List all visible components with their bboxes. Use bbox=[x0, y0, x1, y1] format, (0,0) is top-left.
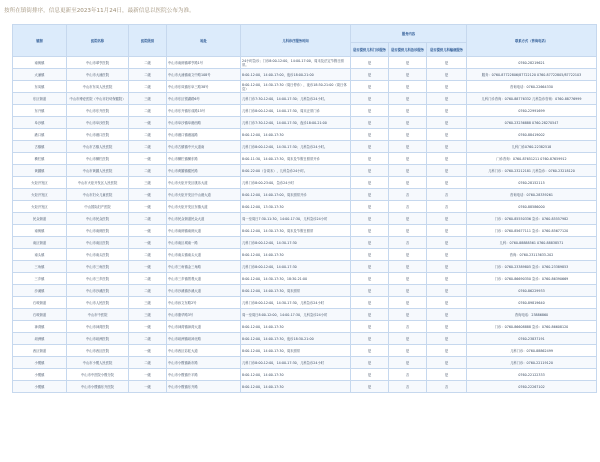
header-emergency: 是否提供儿科急诊服务 bbox=[389, 43, 427, 57]
cell-hours: 8:00-12:00，14:30-17:30，周末及节假日照常 bbox=[241, 225, 351, 237]
cell-emergency: 是 bbox=[389, 93, 427, 105]
cell-infusion: 是 bbox=[427, 81, 467, 93]
cell-outpatient: 是 bbox=[351, 57, 389, 69]
cell-level: 一级 bbox=[129, 261, 167, 273]
cell-level: 三级 bbox=[129, 309, 167, 321]
cell-town: 小榄镇 bbox=[13, 381, 67, 393]
cell-hospital: 中山市中医院小榄分院 bbox=[67, 369, 129, 381]
cell-outpatient: 是 bbox=[351, 189, 389, 201]
cell-level: 一级 bbox=[129, 189, 167, 201]
cell-hours: 儿科门诊8:00-23:00，急诊24小时 bbox=[241, 177, 351, 189]
cell-hours: 8:00-12:00，14:00-17:30，周末照常 bbox=[241, 285, 351, 297]
cell-contact: 0760-89819640 bbox=[467, 297, 597, 309]
cell-town: 古镇镇 bbox=[13, 141, 67, 153]
cell-infusion: 是 bbox=[427, 177, 467, 189]
cell-infusion: 是 bbox=[427, 225, 467, 237]
cell-level: 二级 bbox=[129, 129, 167, 141]
cell-town: 火炬开发区 bbox=[13, 177, 67, 189]
cell-contact: 0760-23236888 0760-28270547 bbox=[467, 117, 597, 129]
cell-emergency: 是 bbox=[389, 249, 427, 261]
cell-level: 一级 bbox=[129, 369, 167, 381]
cell-town: 西区街道 bbox=[13, 345, 67, 357]
table-row bbox=[13, 285, 597, 297]
cell-level: 一级 bbox=[129, 117, 167, 129]
cell-emergency: 否 bbox=[389, 381, 427, 393]
table-row bbox=[13, 249, 597, 261]
cell-level: 一级 bbox=[129, 237, 167, 249]
cell-emergency: 否 bbox=[389, 369, 427, 381]
cell-address: 中山市孙文东路2号 bbox=[167, 297, 241, 309]
cell-contact: 儿科门诊：0760-22119120 bbox=[467, 357, 597, 369]
cell-hours: 儿科门诊7:30-12:00，14:00-17:30，夜诊18:00-21:00 bbox=[241, 117, 351, 129]
cell-contact: 0760-22267102 bbox=[467, 381, 597, 393]
cell-hours: 儿科门诊8:00-12:00，14:00-17:30，儿科急诊24小时 bbox=[241, 357, 351, 369]
table-row bbox=[13, 237, 597, 249]
table-row bbox=[13, 333, 597, 345]
cell-hospital: 中山市坦洲医院 bbox=[67, 333, 129, 345]
cell-hours: 8:00-22:00（含周末），儿科急诊24小时。 bbox=[241, 165, 351, 177]
cell-contact: 儿科门诊0760-22382518 bbox=[467, 141, 597, 153]
cell-hospital: 中山市大涌医院 bbox=[67, 69, 129, 81]
cell-hospital: 中山市小榄人民医院 bbox=[67, 357, 129, 369]
table-row bbox=[13, 81, 597, 93]
cell-address: 中山市港口镇港福路 bbox=[167, 129, 241, 141]
header-contact: 联系方式（咨询电话） bbox=[467, 25, 597, 57]
cell-outpatient: 是 bbox=[351, 225, 389, 237]
cell-hospital: 中山市港口医院 bbox=[67, 129, 129, 141]
cell-hours: 8:00-12:00，14:00-17:30 bbox=[241, 369, 351, 381]
cell-town: 小榄镇 bbox=[13, 357, 67, 369]
cell-infusion: 是 bbox=[427, 69, 467, 81]
cell-outpatient: 是 bbox=[351, 381, 389, 393]
cell-outpatient: 是 bbox=[351, 357, 389, 369]
cell-address: 中山市神湾镇神湾大道 bbox=[167, 321, 241, 333]
cell-outpatient: 是 bbox=[351, 177, 389, 189]
cell-contact: 门诊：0760-86608888 急诊：0760-86608120 bbox=[467, 321, 597, 333]
cell-outpatient: 是 bbox=[351, 153, 389, 165]
cell-outpatient: 是 bbox=[351, 273, 389, 285]
cell-emergency: 是 bbox=[389, 129, 427, 141]
cell-emergency: 是 bbox=[389, 285, 427, 297]
cell-infusion: 是 bbox=[427, 213, 467, 225]
cell-emergency: 是 bbox=[389, 57, 427, 69]
cell-hospital: 中山市东凤人民医院 bbox=[67, 81, 129, 93]
cell-hospital: 中山市民众医院 bbox=[67, 213, 129, 225]
cell-address: 中山市三角镇金三角路 bbox=[167, 261, 241, 273]
cell-outpatient: 是 bbox=[351, 129, 389, 141]
cell-town: 石岐街道 bbox=[13, 297, 67, 309]
cell-emergency: 是 bbox=[389, 165, 427, 177]
cell-hours: 8:00-12:00，14:00-17:30，夜诊18:30-21:00 bbox=[241, 333, 351, 345]
cell-address: 中山市大涌镇南文中路108号 bbox=[167, 69, 241, 81]
cell-contact: 0760-22122333 bbox=[467, 369, 597, 381]
table-row bbox=[13, 177, 597, 189]
cell-emergency: 是 bbox=[389, 297, 427, 309]
cell-outpatient: 是 bbox=[351, 201, 389, 213]
cell-emergency: 否 bbox=[389, 237, 427, 249]
cell-address: 中山市阜沙镇阜港西路 bbox=[167, 117, 241, 129]
cell-emergency: 是 bbox=[389, 69, 427, 81]
cell-emergency: 否 bbox=[389, 189, 427, 201]
cell-contact: 儿科门诊咨询：0760-88776332 儿科急诊咨询：0760-88776999 bbox=[467, 93, 597, 105]
table-row bbox=[13, 141, 597, 153]
cell-level: 二级 bbox=[129, 165, 167, 177]
cell-address: 中山市东升镇东成路15号 bbox=[167, 105, 241, 117]
cell-hours: 8:00-12:00，13:30-17:30 bbox=[241, 201, 351, 213]
cell-outpatient: 是 bbox=[351, 369, 389, 381]
cell-emergency: 是 bbox=[389, 225, 427, 237]
cell-hours: 8:00-11:30，14:00-17:30，周末及节假日照常开诊 bbox=[241, 153, 351, 165]
cell-outpatient: 是 bbox=[351, 69, 389, 81]
cell-level: 二级 bbox=[129, 81, 167, 93]
cell-hospital: 中山市人民医院 bbox=[67, 297, 129, 309]
cell-level: 一级 bbox=[129, 381, 167, 393]
cell-emergency: 是 bbox=[389, 117, 427, 129]
cell-address: 中山市坦洲镇坦神北路 bbox=[167, 333, 241, 345]
cell-hospital: 中山市三乡医院 bbox=[67, 273, 129, 285]
cell-hospital: 中山市南朗医院 bbox=[67, 225, 129, 237]
cell-contact: 0760-88586000 bbox=[467, 201, 597, 213]
cell-contact: 0760-28219621 bbox=[467, 57, 597, 69]
cell-contact: 0760-23837191 bbox=[467, 333, 597, 345]
table-row bbox=[13, 117, 597, 129]
table-row bbox=[13, 153, 597, 165]
cell-infusion: 是 bbox=[427, 165, 467, 177]
cell-level: 三级 bbox=[129, 93, 167, 105]
cell-address: 中山市东区银湖路6号 bbox=[167, 93, 241, 105]
header-service-group: 服务内容 bbox=[351, 25, 467, 43]
cell-contact: 门诊：0760-86690350 急诊：0760-86390669 bbox=[467, 273, 597, 285]
cell-address: 中山市小榄镇新市路 bbox=[167, 357, 241, 369]
cell-hospital: 中山市南头医院 bbox=[67, 249, 129, 261]
cell-contact: 儿科门诊：0760-23212181 儿科急诊：0760-23218120 bbox=[467, 165, 597, 177]
cell-town: 横栏镇 bbox=[13, 153, 67, 165]
cell-hospital: 中山市妇女儿童医院 bbox=[67, 189, 129, 201]
cell-contact: 咨询电话：23886860 bbox=[467, 309, 597, 321]
cell-outpatient: 是 bbox=[351, 105, 389, 117]
cell-address: 中山市西区彩虹大道 bbox=[167, 345, 241, 357]
cell-town: 黄圃镇 bbox=[13, 165, 67, 177]
cell-outpatient: 是 bbox=[351, 309, 389, 321]
cell-address: 中山市火炬开发区中山港大道 bbox=[167, 189, 241, 201]
cell-contact: 咨询：0760-23113633-202 bbox=[467, 249, 597, 261]
cell-contact: 儿科门诊：0760-88862499 bbox=[467, 345, 597, 357]
cell-address: 中山市火炬开发区康乐大道 bbox=[167, 177, 241, 189]
cell-hours: 8:00-12:00，14:00-17:30 bbox=[241, 321, 351, 333]
header-hours: 儿科诊疗服务时间 bbox=[241, 25, 351, 57]
cell-hours: 周一至周日7:30-11:30，14:00-17:30，儿科急诊24小时 bbox=[241, 213, 351, 225]
table-row bbox=[13, 165, 597, 177]
cell-emergency: 是 bbox=[389, 333, 427, 345]
cell-town: 南朗镇 bbox=[13, 225, 67, 237]
cell-level: 三级 bbox=[129, 297, 167, 309]
cell-address: 中山市南朗镇南朗大道 bbox=[167, 225, 241, 237]
cell-hospital: 中山市西区医院 bbox=[67, 345, 129, 357]
cell-level: 一级 bbox=[129, 321, 167, 333]
cell-hours: 儿科门诊8:00-12:00，14:30-17:30；儿科急诊24小时。 bbox=[241, 141, 351, 153]
cell-address: 中山市南区城南一路 bbox=[167, 237, 241, 249]
header-hospital: 医院名称 bbox=[67, 25, 129, 57]
cell-level: 二级 bbox=[129, 357, 167, 369]
cell-town: 火炬开发区 bbox=[13, 189, 67, 201]
cell-contact: 0760-86229933 bbox=[467, 285, 597, 297]
cell-hospital: 中山市火炬开发区人民医院 bbox=[67, 177, 129, 189]
cell-contact: 咨询电话：0760-22664330 bbox=[467, 81, 597, 93]
cell-town: 东凤镇 bbox=[13, 81, 67, 93]
cell-level: 三级 bbox=[129, 177, 167, 189]
hospital-table bbox=[12, 24, 597, 393]
cell-level: 二级 bbox=[129, 105, 167, 117]
cell-outpatient: 是 bbox=[351, 249, 389, 261]
table-row bbox=[13, 69, 597, 81]
cell-emergency: 是 bbox=[389, 309, 427, 321]
cell-level: 一级 bbox=[129, 201, 167, 213]
cell-infusion: 是 bbox=[427, 105, 467, 117]
cell-emergency: 是 bbox=[389, 357, 427, 369]
cell-address: 中山市沙溪镇沙溪大道 bbox=[167, 285, 241, 297]
cell-town: 阜沙镇 bbox=[13, 117, 67, 129]
cell-hospital: 中山市小榄镇东升医院 bbox=[67, 381, 129, 393]
cell-hospital: 中山市东升医院 bbox=[67, 105, 129, 117]
cell-hours: 8:00-12:00，14:00-17:30 bbox=[241, 129, 351, 141]
cell-hospital: 中山市横栏医院 bbox=[67, 153, 129, 165]
cell-address: 中山市横栏镇横东路 bbox=[167, 153, 241, 165]
cell-outpatient: 是 bbox=[351, 81, 389, 93]
notice-text: 按所在镇街排序，信息更新至2023年11月24日，最新信息以医院公布为准。 bbox=[4, 8, 195, 14]
cell-infusion: 是 bbox=[427, 333, 467, 345]
cell-address: 中山市康华路3号 bbox=[167, 309, 241, 321]
cell-hours: 8:00-12:00，14:00-17:00，夜诊18:00-21:00 bbox=[241, 69, 351, 81]
cell-infusion: 是 bbox=[427, 129, 467, 141]
cell-emergency: 是 bbox=[389, 213, 427, 225]
cell-hours: 8:00-12:00，14:30-17:30，18:30-21:00 bbox=[241, 273, 351, 285]
cell-infusion: 是 bbox=[427, 153, 467, 165]
cell-infusion: 是 bbox=[427, 93, 467, 105]
cell-outpatient: 是 bbox=[351, 321, 389, 333]
cell-emergency: 是 bbox=[389, 105, 427, 117]
cell-infusion: 是 bbox=[427, 249, 467, 261]
cell-contact: 服务：0760-87722806/87722120 0760-87722805/87722103 bbox=[467, 69, 597, 81]
cell-infusion: 是 bbox=[427, 57, 467, 69]
cell-infusion: 是 bbox=[427, 345, 467, 357]
cell-infusion: 是 bbox=[427, 321, 467, 333]
cell-town: 坦洲镇 bbox=[13, 333, 67, 345]
table-row bbox=[13, 225, 597, 237]
cell-infusion: 是 bbox=[427, 261, 467, 273]
cell-hospital: 中山市翠亨医院 bbox=[67, 57, 129, 69]
cell-outpatient: 是 bbox=[351, 165, 389, 177]
cell-infusion: 是 bbox=[427, 297, 467, 309]
cell-hours: 8:00-12:00，14:00-17:30 bbox=[241, 381, 351, 393]
cell-hours: 周一至周日8:00-12:00，14:00-17:30，儿科急诊24小时 bbox=[241, 309, 351, 321]
table-row bbox=[13, 369, 597, 381]
table-row bbox=[13, 357, 597, 369]
cell-town: 东升镇 bbox=[13, 105, 67, 117]
table-row bbox=[13, 201, 597, 213]
cell-address: 中山市南头镇南头大道 bbox=[167, 249, 241, 261]
cell-town: 南头镇 bbox=[13, 249, 67, 261]
cell-infusion: 是 bbox=[427, 285, 467, 297]
cell-address: 中山市三乡镇景观大道 bbox=[167, 273, 241, 285]
table-row bbox=[13, 105, 597, 117]
cell-emergency: 是 bbox=[389, 81, 427, 93]
cell-hospital: 中山市黄圃人民医院 bbox=[67, 165, 129, 177]
cell-contact: 0760-88419002 bbox=[467, 129, 597, 141]
cell-contact: 门诊咨询：0760-87651211 0760-87659912 bbox=[467, 153, 597, 165]
table-row bbox=[13, 321, 597, 333]
cell-level: 一级 bbox=[129, 153, 167, 165]
table-row bbox=[13, 345, 597, 357]
cell-town: 石岐街道 bbox=[13, 309, 67, 321]
cell-address: 中山市南朗镇翠亨路1号 bbox=[167, 57, 241, 69]
cell-town: 沙溪镇 bbox=[13, 285, 67, 297]
cell-emergency: 是 bbox=[389, 273, 427, 285]
table-row bbox=[13, 93, 597, 105]
table-row bbox=[13, 261, 597, 273]
cell-contact: 儿科：0760-88888561 0760-88838571 bbox=[467, 237, 597, 249]
cell-town: 三乡镇 bbox=[13, 273, 67, 285]
table-row bbox=[13, 297, 597, 309]
cell-town: 东区街道 bbox=[13, 93, 67, 105]
cell-level: 二级 bbox=[129, 249, 167, 261]
cell-level: 二级 bbox=[129, 141, 167, 153]
cell-outpatient: 是 bbox=[351, 213, 389, 225]
cell-town: 南朗镇 bbox=[13, 57, 67, 69]
cell-level: 二级 bbox=[129, 333, 167, 345]
cell-address: 中山市民众街道民众大道 bbox=[167, 213, 241, 225]
cell-address: 中山市小榄镇东升路 bbox=[167, 381, 241, 393]
cell-town: 小榄镇 bbox=[13, 369, 67, 381]
cell-hours: 24小时急诊；门诊8:00-12:00，14:00-17:00，周末及法定节假日照常。 bbox=[241, 57, 351, 69]
cell-infusion: 否 bbox=[427, 201, 467, 213]
cell-address: 中山市古镇镇中兴大道南 bbox=[167, 141, 241, 153]
cell-address: 中山市火炬开发区东镇大道 bbox=[167, 201, 241, 213]
cell-hospital: 中山市中医院 bbox=[67, 309, 129, 321]
cell-address: 中山市东凤镇东阜三路38号 bbox=[167, 81, 241, 93]
cell-emergency: 是 bbox=[389, 141, 427, 153]
header-row-1 bbox=[13, 25, 597, 43]
table-row bbox=[13, 213, 597, 225]
cell-contact: 门诊：0760-85677111 急诊：0760-85677120 bbox=[467, 225, 597, 237]
cell-hospital: 中山国际妇产医院 bbox=[67, 201, 129, 213]
cell-level: 二级 bbox=[129, 285, 167, 297]
cell-hospital: 中山市阜沙医院 bbox=[67, 117, 129, 129]
cell-hours: 儿科门诊8:00-12:00，14:30-17:30，儿科急诊24小时 bbox=[241, 297, 351, 309]
cell-hospital: 中山市博爱医院（中山市妇幼保健院） bbox=[67, 93, 129, 105]
cell-infusion: 否 bbox=[427, 381, 467, 393]
cell-level: 一级 bbox=[129, 225, 167, 237]
header-infusion: 是否提供儿科输液服务 bbox=[427, 43, 467, 57]
cell-hospital: 中山市南区医院 bbox=[67, 237, 129, 249]
cell-infusion: 是 bbox=[427, 357, 467, 369]
cell-hours: 儿科门诊7:30-12:00，14:00-17:30；儿科急诊24小时。 bbox=[241, 93, 351, 105]
cell-contact: 咨询电话：0760-28339261 bbox=[467, 189, 597, 201]
cell-town: 神湾镇 bbox=[13, 321, 67, 333]
table-row bbox=[13, 309, 597, 321]
cell-hours: 8:00-12:00，14:00-17:30，周末照常 bbox=[241, 345, 351, 357]
cell-address: 中山市黄圃镇健民路 bbox=[167, 165, 241, 177]
cell-hours: 儿科门诊8:00-12:00，14:30-17:30 bbox=[241, 237, 351, 249]
cell-level: 二级 bbox=[129, 57, 167, 69]
table-row bbox=[13, 273, 597, 285]
cell-emergency: 否 bbox=[389, 201, 427, 213]
cell-outpatient: 是 bbox=[351, 297, 389, 309]
header-outpatient: 是否提供儿科门诊服务 bbox=[351, 43, 389, 57]
table-body bbox=[13, 57, 597, 393]
table-row bbox=[13, 189, 597, 201]
cell-hours: 8:00-12:00，14:00-17:00，周末照常开诊 bbox=[241, 189, 351, 201]
cell-outpatient: 是 bbox=[351, 141, 389, 153]
cell-outpatient: 是 bbox=[351, 237, 389, 249]
cell-hospital: 中山市沙溪医院 bbox=[67, 285, 129, 297]
cell-outpatient: 是 bbox=[351, 333, 389, 345]
cell-infusion: 是 bbox=[427, 117, 467, 129]
cell-town: 民众街道 bbox=[13, 213, 67, 225]
cell-address: 中山市小榄镇升平路 bbox=[167, 369, 241, 381]
table-row bbox=[13, 57, 597, 69]
cell-hospital: 中山市三角医院 bbox=[67, 261, 129, 273]
cell-hours: 儿科门诊8:00-12:00，14:00-17:30 bbox=[241, 261, 351, 273]
cell-emergency: 是 bbox=[389, 153, 427, 165]
cell-outpatient: 是 bbox=[351, 345, 389, 357]
cell-infusion: 是 bbox=[427, 141, 467, 153]
cell-level: 二级 bbox=[129, 69, 167, 81]
cell-level: 一级 bbox=[129, 345, 167, 357]
cell-level: 二级 bbox=[129, 213, 167, 225]
cell-outpatient: 是 bbox=[351, 117, 389, 129]
cell-hours: 8:00-12:00，14:00-17:30 bbox=[241, 249, 351, 261]
cell-hours: 8:00-12:00，14:30-17:30（周日停诊），夜诊18:30-21:00（周日休息） bbox=[241, 81, 351, 93]
cell-hospital: 中山市神湾医院 bbox=[67, 321, 129, 333]
cell-town: 三角镇 bbox=[13, 261, 67, 273]
cell-infusion: 否 bbox=[427, 189, 467, 201]
cell-hours: 儿科门诊8:00-12:00，14:00-17:30，周末正常门诊 bbox=[241, 105, 351, 117]
table-row bbox=[13, 381, 597, 393]
header-address: 地址 bbox=[167, 25, 241, 57]
cell-level: 二级 bbox=[129, 273, 167, 285]
cell-emergency: 是 bbox=[389, 177, 427, 189]
cell-town: 港口镇 bbox=[13, 129, 67, 141]
cell-hospital: 中山市古镇人民医院 bbox=[67, 141, 129, 153]
header-town: 镇街 bbox=[13, 25, 67, 57]
cell-infusion: 是 bbox=[427, 369, 467, 381]
cell-emergency: 是 bbox=[389, 345, 427, 357]
cell-outpatient: 是 bbox=[351, 285, 389, 297]
cell-contact: 0760-28152115 bbox=[467, 177, 597, 189]
cell-town: 火炬开发区 bbox=[13, 201, 67, 213]
table-row bbox=[13, 129, 597, 141]
cell-contact: 门诊：0760-23389805 急诊：0760-23389853 bbox=[467, 261, 597, 273]
cell-town: 大涌镇 bbox=[13, 69, 67, 81]
header-level: 医院级别 bbox=[129, 25, 167, 57]
cell-infusion: 是 bbox=[427, 273, 467, 285]
cell-outpatient: 是 bbox=[351, 93, 389, 105]
cell-outpatient: 是 bbox=[351, 261, 389, 273]
cell-infusion: 是 bbox=[427, 237, 467, 249]
cell-emergency: 否 bbox=[389, 321, 427, 333]
cell-contact: 0760-22991699 bbox=[467, 105, 597, 117]
cell-contact: 门诊：0760-85550336 急诊：0760-85557982 bbox=[467, 213, 597, 225]
cell-emergency: 是 bbox=[389, 261, 427, 273]
cell-town: 南区街道 bbox=[13, 237, 67, 249]
cell-infusion: 是 bbox=[427, 309, 467, 321]
